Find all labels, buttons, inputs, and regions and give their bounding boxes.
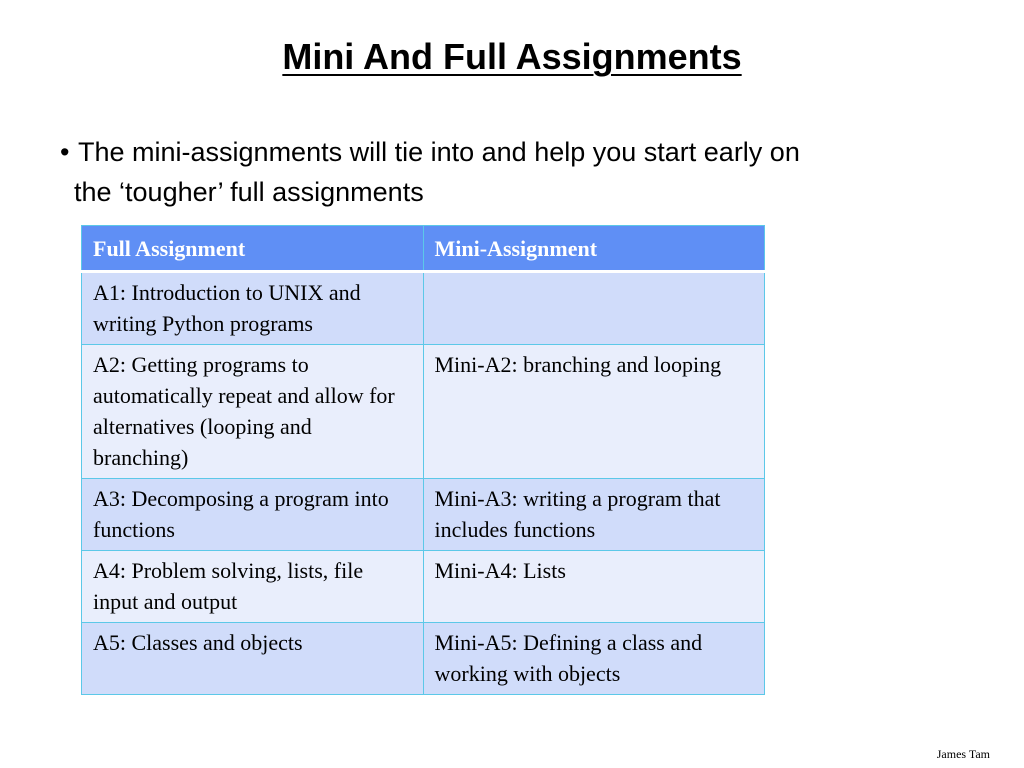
mini-assignment-cell: Mini-A3: writing a program that includes functions bbox=[423, 479, 765, 551]
mini-assignment-cell: Mini-A5: Defining a class and working with objects bbox=[423, 623, 765, 695]
full-assignment-cell: A2: Getting programs to automatically repeat and allow for alternatives (looping and branching) bbox=[82, 345, 424, 479]
slide-title bbox=[0, 36, 1024, 78]
slide-title-text: Mini And Full Assignments bbox=[282, 36, 742, 77]
header-mini-assignment: Mini-Assignment bbox=[423, 226, 765, 272]
bullet-line-1: The mini-assignments will tie into and help you start early on bbox=[78, 137, 800, 167]
mini-assignment-cell bbox=[423, 272, 765, 345]
table-row bbox=[82, 623, 765, 695]
table-row bbox=[82, 479, 765, 551]
header-full-assignment: Full Assignment bbox=[82, 226, 424, 272]
bullet-point bbox=[60, 132, 960, 212]
table-row bbox=[82, 551, 765, 623]
table-header-row bbox=[82, 226, 765, 272]
footer-author: James Tam bbox=[936, 747, 990, 761]
table-row bbox=[82, 272, 765, 345]
mini-assignment-cell: Mini-A2: branching and looping bbox=[423, 345, 765, 479]
full-assignment-cell: A1: Introduction to UNIX and writing Python programs bbox=[82, 272, 424, 345]
full-assignment-cell: A3: Decomposing a program into functions bbox=[82, 479, 424, 551]
table-row bbox=[82, 345, 765, 479]
bullet-marker: • bbox=[60, 137, 70, 167]
full-assignment-cell: A5: Classes and objects bbox=[82, 623, 424, 695]
bullet-line-2: the ‘tougher’ full assignments bbox=[74, 177, 424, 207]
mini-assignment-cell: Mini-A4: Lists bbox=[423, 551, 765, 623]
full-assignment-cell: A4: Problem solving, lists, file input and output bbox=[82, 551, 424, 623]
assignments-table bbox=[81, 225, 765, 695]
